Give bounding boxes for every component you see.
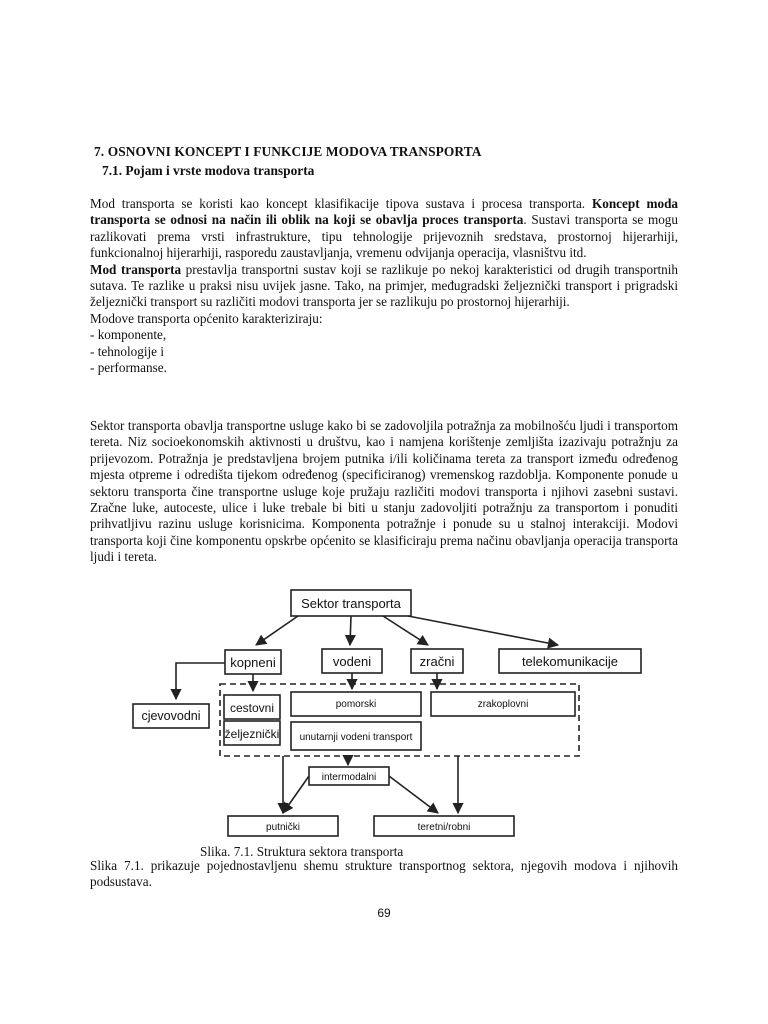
freight-label: teretni/robni <box>417 822 471 833</box>
figure-caption: Slika. 7.1. Struktura sektora transporta <box>200 844 404 859</box>
section-title: 7.1. Pojam i vrste modova transporta <box>102 163 315 178</box>
mode-label-land: kopneni <box>230 655 276 670</box>
transport-structure-diagram <box>128 583 648 845</box>
rail-label: željeznički <box>224 727 280 741</box>
paragraph2-text: prestavlja transportni sustav koji se razlikuje po nekoj karakteristici od drugih transportnih sutava. Te razlike u praksi nisu uvijek jasne. Tako, na primjer, međugradski željeznički transport i prigradski željeznički transport su različiti modovi transporta jer se razlikuju po prostornoj hijerarhiji. <box>90 261 678 310</box>
root-label: Sektor transporta <box>301 596 401 611</box>
paragraph-sector: Sektor transporta obavlja transportne usluge kako bi se zadovoljila potražnja za mobilnošću ljudi i transportom tereta. Niz socioekonomskih aktivnosti u društvu, kao i namjena korištenje zemljišta izazivaju potražnju za prijevozom. Potražnja je predstavljena brojem putnika i/ili količinama tereta za transport između određenog mjesta otpreme i odredišta tijekom određenog (specificiranog) vremenskog razdoblja. Komponente ponude u sektoru transporta čine transportne usluge koje pružaju različiti modovi transporta i njihovi zasebni sustavi. Zračne luke, autoceste, ulice i luke trebale bi biti u stanju zadovoljiti potražnju za transportom i ponuditi prihvatljivu razinu usluge korisnicima. Komponenta potražnje i ponude su u stalnoj interakciji. Modovi transporta koji čine komponentu opskrbe općenito se klasificiraju prema načinu obavljanja operacija transporta ljudi i tereta. <box>90 418 678 565</box>
mode-label-telecom: telekomunikacije <box>521 654 619 669</box>
list-item: - performanse. <box>90 360 167 376</box>
paragraph-definition <box>90 196 678 262</box>
aviation-label: zrakoplovni <box>477 699 529 710</box>
mode-label-air: zračni <box>419 654 455 669</box>
paragraph-mode <box>90 262 678 311</box>
intermodal-label: intermodalni <box>321 772 377 783</box>
paragraph1-text: Mod transporta se koristi kao koncept klasifikacije tipova sustava i procesa transporta. <box>90 196 592 211</box>
list-item: - tehnologije i <box>90 343 164 359</box>
chapter-title: 7. OSNOVNI KONCEPT I FUNKCIJE MODOVA TRANSPORTA <box>94 144 482 159</box>
inland-water-label: unutarnji vodeni transport <box>299 732 413 743</box>
maritime-label: pomorski <box>335 699 377 710</box>
pipeline-label: cjevovodni <box>141 709 201 723</box>
road-label: cestovni <box>229 701 275 715</box>
passenger-label: putnički <box>266 822 300 833</box>
page-number: 69 <box>377 906 391 920</box>
list-item: - komponente, <box>90 327 167 343</box>
paragraph2-bold: Mod transporta <box>90 261 182 277</box>
paragraph1-bold: Koncept moda transporta se odnosi na način ili oblik na koji se obavlja proces transporta <box>90 196 678 228</box>
mode-label-water: vodeni <box>332 654 372 669</box>
paragraph1-text-end: . Sustavi transporta se mogu razlikovati prema vrsti infrastrukture, tipu tehnologije prijevoznih sredstava, prostornoj hijerarhiji, funkcionalnoj hijerarhiji, rasporedu zaustavljanja, vremenu odvijanja operacija, vlasništvu itd. <box>90 212 678 261</box>
body-text-1 <box>90 196 678 376</box>
paragraph-figure-description: Slika 7.1. prikazuje pojednostavljenu shemu strukture transportnog sektora, njegovih modova i njihovih podsustava. <box>90 858 678 890</box>
paragraph-characteristics-intro: Modove transporta općenito karakteriziraju: <box>90 310 323 326</box>
body-text-2 <box>90 418 678 566</box>
